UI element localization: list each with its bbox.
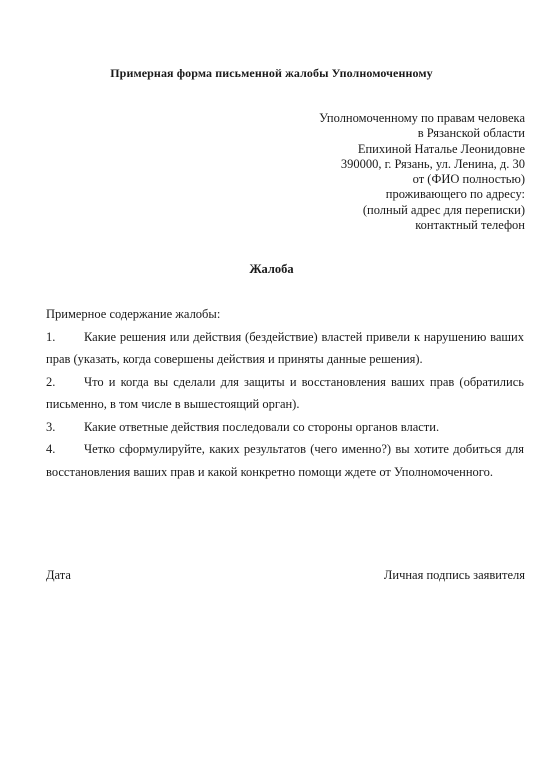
addressee-line: Уполномоченному по правам человека [319,111,525,125]
list-item-number: 3. [46,419,56,434]
list-item-number: 1. [46,329,56,344]
complaint-heading: Жалоба [249,262,294,276]
addressee-line: (полный адрес для переписки) [362,202,525,217]
addressee-line: контактный телефон [415,218,525,233]
addressee-line: от (ФИО полностью) [412,172,525,187]
list-item-number: 4. [46,442,56,456]
list-item [46,326,524,371]
list-item-text: Какие ответные действия последовали со стороны органов власти. [84,419,440,434]
addressee-line: 390000, г. Рязань, ул. Ленина, д. 30 [340,156,525,171]
list-item-number: 2. [46,374,56,389]
document-title: Примерная форма письменной жалобы Уполномоченному [110,66,433,80]
signature-label: Личная подпись заявителя [383,568,525,582]
addressee-line: Епихиной Наталье Леонидовне [357,141,525,156]
complaint-body [46,303,524,483]
list-item [46,371,524,416]
addressee-block [319,111,525,233]
list-item [46,438,524,483]
content-intro: Примерное содержание жалобы: [46,307,221,321]
list-item-text: Какие решения или действия (бездействие) властей привели к нарушению ваших прав (указать, когда совершены действия и приняты данные решения). [46,329,524,366]
list-item-text: Четко сформулируйте, каких результатов (чего именно?) вы хотите добиться для восстановления ваших прав и какой конкретно помощи ждете от Уполномоченного. [46,442,524,479]
list-item-text: Что и когда вы сделали для защиты и восстановления ваших прав (обратились письменно, в том числе в вышестоящий орган). [46,374,524,411]
addressee-line: проживающего по адресу: [385,187,525,202]
addressee-line: в Рязанской области [417,126,525,141]
list-item [46,416,524,439]
date-label: Дата [46,568,71,582]
